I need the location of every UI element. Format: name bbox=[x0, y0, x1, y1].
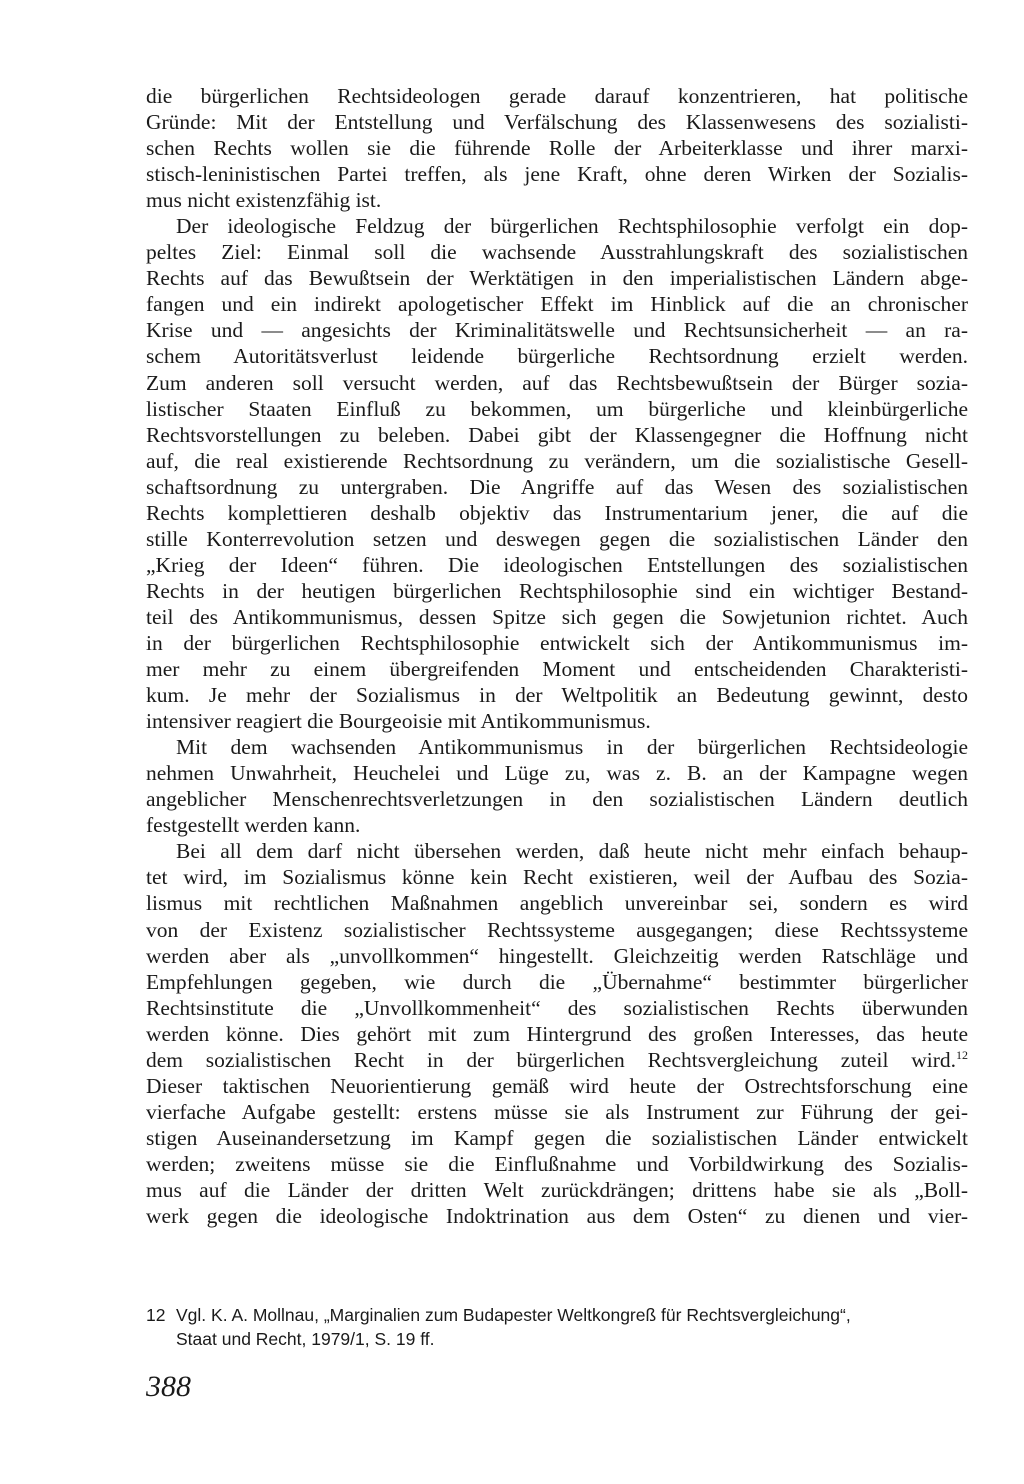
text-line-content: listischer Staaten Einfluß zu bekommen, um bürgerliche und kleinbürgerliche bbox=[146, 396, 968, 421]
text-line-content: Dieser taktischen Neuorientierung gemäß wird heute der Ostrechtsforschung eine bbox=[146, 1073, 968, 1098]
text-line bbox=[146, 943, 968, 969]
page-number: 388 bbox=[146, 1370, 191, 1403]
text-line bbox=[146, 213, 968, 239]
text-line bbox=[146, 682, 968, 708]
text-line-content: Bei all dem darf nicht übersehen werden, daß heute nicht mehr einfach behaup- bbox=[176, 839, 968, 864]
text-line-content: fangen und ein indirekt apologetischer Effekt im Hinblick auf die an chronischer bbox=[146, 292, 968, 317]
text-line bbox=[146, 291, 968, 317]
text-line bbox=[146, 474, 968, 500]
text-line-content: vierfache Aufgabe gestellt: erstens müsse sie als Instrument zur Führung der gei- bbox=[146, 1099, 968, 1124]
text-line bbox=[146, 1125, 968, 1151]
text-line bbox=[146, 838, 968, 864]
text-line bbox=[146, 1177, 968, 1203]
text-line-content: werk gegen die ideologische Indoktrination aus dem Osten“ zu dienen und vier- bbox=[146, 1204, 968, 1229]
text-line-content: peltes Ziel: Einmal soll die wachsende Ausstrahlungskraft des sozialistischen bbox=[146, 240, 968, 265]
text-line bbox=[146, 526, 968, 552]
text-line-content: Empfehlungen gegeben, wie durch die „Übernahme“ bestimmter bürgerlicher bbox=[146, 969, 968, 994]
text-line-content: in der bürgerlichen Rechtsphilosophie entwickelt sich der Antikommunismus im- bbox=[146, 630, 968, 655]
text-line-content: stigen Auseinandersetzung im Kampf gegen die sozialistischen Länder entwickelt bbox=[146, 1125, 968, 1150]
text-line bbox=[146, 448, 968, 474]
text-line bbox=[146, 1021, 968, 1047]
text-line-content: schen Rechts wollen sie die führende Rolle der Arbeiterklasse und ihrer marxi- bbox=[146, 136, 968, 161]
text-line bbox=[146, 708, 968, 734]
text-line bbox=[146, 1203, 968, 1229]
text-line-content: Zum anderen soll versucht werden, auf das Rechtsbewußtsein der Bürger sozia- bbox=[146, 370, 968, 395]
text-line-content: lismus mit rechtlichen Maßnahmen angeblich unvereinbar sei, sondern es wird bbox=[146, 891, 968, 916]
text-line bbox=[146, 343, 968, 369]
footnote-line-2: Staat und Recht, 1979/1, S. 19 ff. bbox=[176, 1329, 435, 1349]
text-line-content: mus auf die Länder der dritten Welt zurückdrängen; drittens habe sie als „Boll- bbox=[146, 1177, 968, 1202]
text-line-content: festgestellt werden kann. bbox=[146, 813, 361, 838]
text-line bbox=[146, 396, 968, 422]
text-line-content: von der Existenz sozialistischer Rechtssysteme ausgegangen; diese Rechtssysteme bbox=[146, 917, 968, 942]
text-line-content: mer mehr zu einem übergreifenden Moment und entscheidenden Charakteristi- bbox=[146, 657, 968, 682]
text-line bbox=[146, 995, 968, 1021]
text-line bbox=[146, 1047, 968, 1073]
text-line bbox=[146, 500, 968, 526]
text-line bbox=[146, 917, 968, 943]
text-line-content: stille Konterrevolution setzen und deswegen gegen die sozialistischen Länder den bbox=[146, 526, 968, 551]
text-line-content: stisch-leninistischen Partei treffen, als jene Kraft, ohne deren Wirken der Sozialis- bbox=[146, 162, 968, 187]
text-line-content: Krise und — angesichts der Kriminalitätswelle und Rechtsunsicherheit — an ra- bbox=[146, 318, 968, 343]
text-line bbox=[146, 656, 968, 682]
text-line-content: nehmen Unwahrheit, Heuchelei und Lüge zu, was z. B. an der Kampagne wegen bbox=[146, 761, 968, 786]
text-line bbox=[146, 578, 968, 604]
text-line bbox=[146, 317, 968, 343]
footnote-line-1 bbox=[146, 1303, 968, 1327]
text-line-content: tet wird, im Sozialismus könne kein Recht existieren, weil der Aufbau des Sozia- bbox=[146, 865, 968, 890]
text-line-content: die bürgerlichen Rechtsideologen gerade darauf konzentrieren, hat politische bbox=[146, 84, 968, 108]
text-line-content: werden aber als „unvollkommen“ hingestellt. Gleichzeitig werden Ratschläge und bbox=[146, 943, 968, 968]
text-line-content: auf, die real existierende Rechtsordnung zu verändern, um die sozialistische Gesell- bbox=[146, 448, 968, 473]
text-line-content: teil des Antikommunismus, dessen Spitze sich gegen die Sowjetunion richtet. Auch bbox=[146, 604, 968, 629]
text-line bbox=[146, 864, 968, 890]
text-line-content: Der ideologische Feldzug der bürgerlichen Rechtsphilosophie verfolgt ein dop- bbox=[176, 214, 968, 239]
text-line bbox=[146, 187, 968, 213]
text-line-content: schem Autoritätsverlust leidende bürgerliche Rechtsordnung erzielt werden. bbox=[146, 344, 968, 369]
text-line-content: Gründe: Mit der Entstellung und Verfälschung des Klassenwesens des sozialisti- bbox=[146, 110, 968, 135]
text-line-content: werden könne. Dies gehört mit zum Hintergrund des großen Interesses, das heute bbox=[146, 1021, 968, 1046]
text-line-content: Rechts komplettieren deshalb objektiv das Instrumentarium jener, die auf die bbox=[146, 500, 968, 525]
text-line-content: Rechtsvorstellungen zu beleben. Dabei gibt der Klassengegner die Hoffnung nicht bbox=[146, 422, 968, 447]
text-line bbox=[146, 604, 968, 630]
text-line-content: dem sozialistischen Recht in der bürgerlichen Rechtsvergleichung zuteil wird. bbox=[146, 1047, 956, 1072]
text-line bbox=[146, 786, 968, 812]
text-line-content: mus nicht existenzfähig ist. bbox=[146, 188, 382, 213]
text-line-content: werden; zweitens müsse sie die Einflußnahme und Vorbildwirkung des Sozialis- bbox=[146, 1151, 968, 1176]
footnote bbox=[146, 1303, 968, 1351]
footnote-reference: 12 bbox=[956, 1047, 968, 1062]
text-line-content: Rechtsinstitute die „Unvollkommenheit“ des sozialistischen Rechts überwunden bbox=[146, 995, 968, 1020]
text-line-content: „Krieg der Ideen“ führen. Die ideologischen Entstellungen des sozialistischen bbox=[146, 552, 968, 577]
footnote-number: 12 bbox=[146, 1305, 166, 1325]
text-line bbox=[146, 239, 968, 265]
main-text-block bbox=[146, 83, 968, 1229]
text-line-content: angeblicher Menschenrechtsverletzungen in den sozialistischen Ländern deutlich bbox=[146, 787, 968, 812]
text-line bbox=[146, 109, 968, 135]
text-line-content: Rechts in der heutigen bürgerlichen Rechtsphilosophie sind ein wichtiger Bestand- bbox=[146, 578, 968, 603]
text-line bbox=[146, 83, 968, 109]
text-line bbox=[146, 630, 968, 656]
text-line-content: schaftsordnung zu untergraben. Die Angriffe auf das Wesen des sozialistischen bbox=[146, 474, 968, 499]
text-line bbox=[146, 1151, 968, 1177]
text-line-content: Rechts auf das Bewußtsein der Werktätigen in den imperialistischen Ländern abge- bbox=[146, 266, 968, 291]
text-line bbox=[146, 890, 968, 916]
text-line bbox=[146, 135, 968, 161]
text-line bbox=[146, 969, 968, 995]
text-line-content: Mit dem wachsenden Antikommunismus in der bürgerlichen Rechtsideologie bbox=[176, 735, 968, 760]
text-line bbox=[146, 1073, 968, 1099]
text-line-content: kum. Je mehr der Sozialismus in der Weltpolitik an Bedeutung gewinnt, desto bbox=[146, 683, 968, 708]
text-line bbox=[146, 760, 968, 786]
text-line-content: intensiver reagiert die Bourgeoisie mit Antikommunismus. bbox=[146, 709, 651, 734]
text-line bbox=[146, 161, 968, 187]
text-line bbox=[146, 734, 968, 760]
text-line bbox=[146, 370, 968, 396]
text-line bbox=[146, 265, 968, 291]
text-line bbox=[146, 812, 968, 838]
text-line bbox=[146, 1099, 968, 1125]
text-line bbox=[146, 422, 968, 448]
text-line bbox=[146, 552, 968, 578]
footnote-text: Vgl. K. A. Mollnau, „Marginalien zum Budapester Weltkongreß für Rechtsvergleichung“, bbox=[176, 1305, 851, 1325]
